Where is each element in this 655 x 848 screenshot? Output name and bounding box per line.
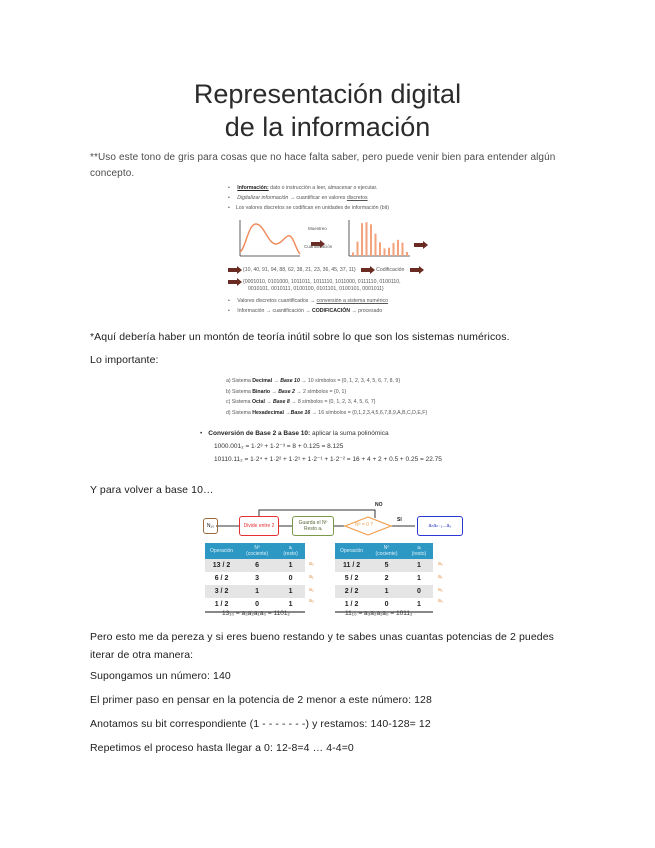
muestreo-label: Muestreo bbox=[308, 226, 327, 231]
lo-importante-label: Lo importante: bbox=[90, 354, 159, 366]
number-systems-list bbox=[226, 376, 466, 418]
table-row: 5 / 2 2 1 bbox=[344, 575, 421, 582]
samples-line: {10, 40, 91, 94, 88, 62, 38, 21, 23, 36, 45, 37, 11} Codificación bbox=[228, 266, 425, 275]
flow-keep-box: Guarda el Nº Resto aᵢ bbox=[292, 516, 334, 536]
figure-digitalization bbox=[228, 184, 428, 320]
conversion-example-1: 1000.001₂ = 1·2³ + 1·2⁻³ = 8 + 0.125 = 8.125 bbox=[214, 443, 344, 450]
system-octal: c) Sistema Octal → Base 8 → 8 símbolos = {0, 1, 2, 3, 4, 5, 6, 7} bbox=[226, 399, 376, 405]
step-2: El primer paso en pensar en la potencia de 2 menor a este número: 128 bbox=[90, 694, 432, 706]
annotation-a1: a₁ bbox=[309, 574, 314, 580]
annotation-a2: a₂ bbox=[309, 587, 314, 593]
fig1-bullet-4: • Valores discretos cuantificados → conversión a sistema numérico bbox=[228, 297, 388, 306]
annotation-a2: a₂ bbox=[438, 587, 443, 593]
table-row: 6 / 2 3 0 bbox=[214, 575, 293, 582]
pereza-paragraph: Pero esto me da pereza y si eres bueno restando y te sabes unas cuantas potencias de 2 puedes iterar de otra manera: bbox=[90, 631, 555, 661]
fig1-bullet-2: • Digitalizar información → cuantificar en valores discretos bbox=[228, 194, 368, 203]
table-row: 2 / 2 1 0 bbox=[335, 585, 433, 598]
arrow-icon bbox=[410, 268, 420, 272]
table-row: 13 / 2 6 1 bbox=[205, 559, 305, 572]
system-hexadecimal: d) Sistema Hexadecimal →Base 16 → 16 símbolos = {0,1,2,3,4,5,6,7,8,9,A,B,C,D,E,F} bbox=[226, 409, 428, 416]
flow-end-box: aₙaₙ₋₁...a₀ bbox=[417, 516, 463, 536]
cuantificacion-label: Cuantificación bbox=[304, 244, 333, 249]
table-row: 1 / 2 0 1 bbox=[335, 598, 433, 612]
flow-start-box: N₁₀ bbox=[203, 518, 218, 534]
annotation-a1: a₁ bbox=[438, 574, 443, 580]
page-title bbox=[0, 78, 655, 144]
volver-base10-text: Y para volver a base 10… bbox=[90, 484, 214, 496]
arrow-icon bbox=[228, 280, 238, 284]
arrow-icon bbox=[414, 243, 424, 247]
table-row: 3 / 2 1 1 bbox=[205, 585, 305, 598]
flow-divide-box: Divide entre 2 bbox=[239, 516, 279, 536]
theory-note: *Aquí debería haber un montón de teoría inútil sobre lo que son los sistemas numéricos. bbox=[90, 331, 510, 343]
flow-diagram bbox=[195, 500, 470, 540]
fig1-bullet-1: • Información: dato o instrucción a leer, almacenar o ejecutar. bbox=[228, 184, 377, 193]
step-3: Anotamos su bit correspondiente (1 - - - - - - -) y restamos: 140-128= 12 bbox=[90, 718, 431, 730]
annotation-a0: a₀ bbox=[438, 561, 443, 567]
result-right: 11₁₀ = a₃a₂a₁a₀ = 1011₂ bbox=[345, 610, 413, 617]
gray-note: **Uso este tono de gris para cosas que no hace falta saber, pero puede venir bien para entender algún concepto. bbox=[90, 152, 556, 179]
arrow-icon bbox=[361, 268, 371, 272]
step-1: Supongamos un número: 140 bbox=[90, 670, 231, 682]
annotation-a0: a₀ bbox=[309, 561, 314, 567]
title-line-2: de la información bbox=[224, 112, 431, 142]
arrow-icon bbox=[228, 268, 238, 272]
flow-no-label: NO bbox=[375, 502, 383, 508]
fig1-bullet-5: • Información → cuantificación → CODIFICACIÓN → procesado bbox=[228, 307, 382, 316]
table-row: 1 / 2 0 1 bbox=[205, 598, 305, 612]
binary-line-1: {0001010, 0101000, 1011011, 1011110, 1011000, 0111110, 0100110, bbox=[228, 278, 401, 287]
conversion-base2-base10 bbox=[200, 430, 470, 463]
system-decimal: a) Sistema Decimal → Base 10 → 10 símbolos = {0, 1, 2, 3, 4, 5, 6, 7, 8, 9} bbox=[226, 378, 401, 384]
annotation-a3: a₃ bbox=[309, 598, 314, 604]
binary-line-2: 0010101, 0010111, 0100100, 0101101, 0100101, 0001011} bbox=[248, 286, 384, 292]
title-line-1: Representación digital bbox=[193, 79, 462, 109]
flow-decision-label: Nº = 0 ? bbox=[355, 522, 374, 528]
fig1-bullet-3: • Los valores discretos se codifican en unidades de información (bit) bbox=[228, 204, 389, 213]
conversion-heading: • Conversión de Base 2 a Base 10: aplicar la suma polinómica bbox=[200, 430, 470, 437]
result-left: 13₁₀ = a₃a₂a₁a₀ = 1101₂ bbox=[222, 610, 290, 617]
table-13-to-binary: Operación Nº (cociente) aᵢ (resto) 13 / 2 6 1 6 / 2 3 0 3 / 2 1 1 1 / 2 0 1 bbox=[205, 543, 305, 613]
system-binary: b) Sistema Binario → Base 2 → 2 símbolos = {0, 1} bbox=[226, 388, 347, 395]
table-11-to-binary: Operación Nº (cociente) aᵢ (resto) 11 / 2 5 1 5 / 2 2 1 2 / 2 1 0 1 / 2 0 1 bbox=[335, 543, 433, 613]
annotation-a3: a₃ bbox=[438, 598, 443, 604]
flow-si-label: SI bbox=[397, 517, 402, 523]
step-4: Repetimos el proceso hasta llegar a 0: 12-8=4 … 4-4=0 bbox=[90, 742, 354, 754]
sampled-bars-graph bbox=[346, 218, 411, 258]
table-row: 11 / 2 5 1 bbox=[335, 559, 433, 572]
conversion-example-2: 10110.11₂ = 1·2⁴ + 1·2² + 1·2¹ + 1·2⁻¹ + 1·2⁻² = 16 + 4 + 2 + 0.5 + 0.25 = 22.75 bbox=[214, 456, 442, 463]
analog-wave-graph bbox=[236, 218, 301, 258]
